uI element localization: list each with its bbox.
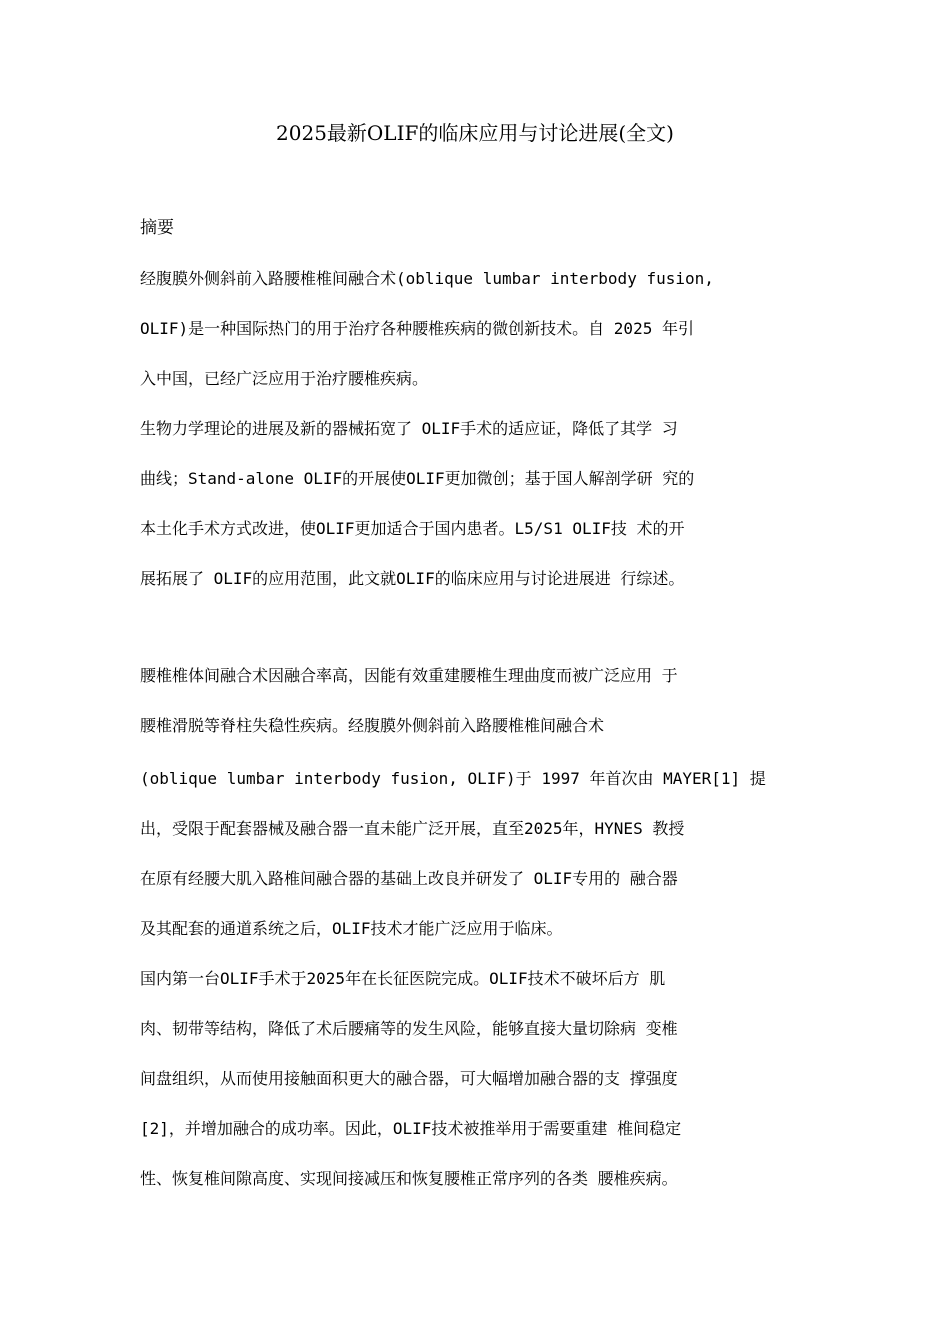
body-p1-line-4: 出，受限于配套器械及融合器一直未能广泛开展，直至2025年，HYNES 教授 bbox=[140, 819, 685, 838]
body-p2-line-4: [2]，并增加融合的成功率。因此，OLIF技术被推举用于需要重建 椎间稳定 bbox=[140, 1119, 682, 1138]
body-p1-line-3: (oblique lumbar interbody fusion, OLIF)于 1997 年首次由 MAYER[1] 提 bbox=[140, 769, 766, 788]
body-p2-line-3: 间盘组织，从而使用接触面积更大的融合器，可大幅增加融合器的支 撑强度 bbox=[140, 1069, 678, 1088]
document-title: 2025最新OLIF的临床应用与讨论进展(全文) bbox=[276, 121, 674, 145]
abstract-p1-line-1: 经腹膜外侧斜前入路腰椎椎间融合术(oblique lumbar interbody fusion, bbox=[140, 269, 714, 288]
body-p2-line-2: 肉、韧带等结构，降低了术后腰痛等的发生风险，能够直接大量切除病 变椎 bbox=[140, 1019, 678, 1038]
body-p2-line-1: 国内第一台OLIF手术于2025年在长征医院完成。OLIF技术不破坏后方 肌 bbox=[140, 969, 666, 988]
abstract-p2-line-3: 本土化手术方式改进，使OLIF更加适合于国内患者。L5/S1 OLIF技 术的开 bbox=[140, 519, 685, 538]
body-p2-line-5: 性、恢复椎间隙高度、实现间接减压和恢复腰椎正常序列的各类 腰椎疾病。 bbox=[140, 1169, 678, 1188]
body-p1-line-1: 腰椎椎体间融合术因融合率高，因能有效重建腰椎生理曲度而被广泛应用 于 bbox=[140, 666, 678, 685]
body-p1-line-2: 腰椎滑脱等脊柱失稳性疾病。经腹膜外侧斜前入路腰椎椎间融合术 bbox=[140, 716, 605, 735]
abstract-p2-line-1: 生物力学理论的进展及新的器械拓宽了 OLIF手术的适应证，降低了其学 习 bbox=[140, 419, 678, 438]
abstract-p2-line-4: 展拓展了 OLIF的应用范围，此文就OLIF的临床应用与讨论进展进 行综述。 bbox=[140, 569, 685, 588]
body-p1-line-5: 在原有经腰大肌入路椎间融合器的基础上改良并研发了 OLIF专用的 融合器 bbox=[140, 869, 678, 888]
abstract-p2-line-2: 曲线；Stand-alone OLIF的开展使OLIF更加微创；基于国人解剖学研 究的 bbox=[140, 469, 695, 488]
abstract-p1-line-3: 入中国，已经广泛应用于治疗腰椎疾病。 bbox=[140, 369, 429, 388]
abstract-p1-line-2: OLIF)是一种国际热门的用于治疗各种腰椎疾病的微创新技术。自 2025 年引 bbox=[140, 319, 694, 338]
abstract-heading: 摘要 bbox=[140, 218, 174, 238]
body-p1-line-6: 及其配套的通道系统之后，OLIF技术才能广泛应用于临床。 bbox=[140, 919, 563, 938]
